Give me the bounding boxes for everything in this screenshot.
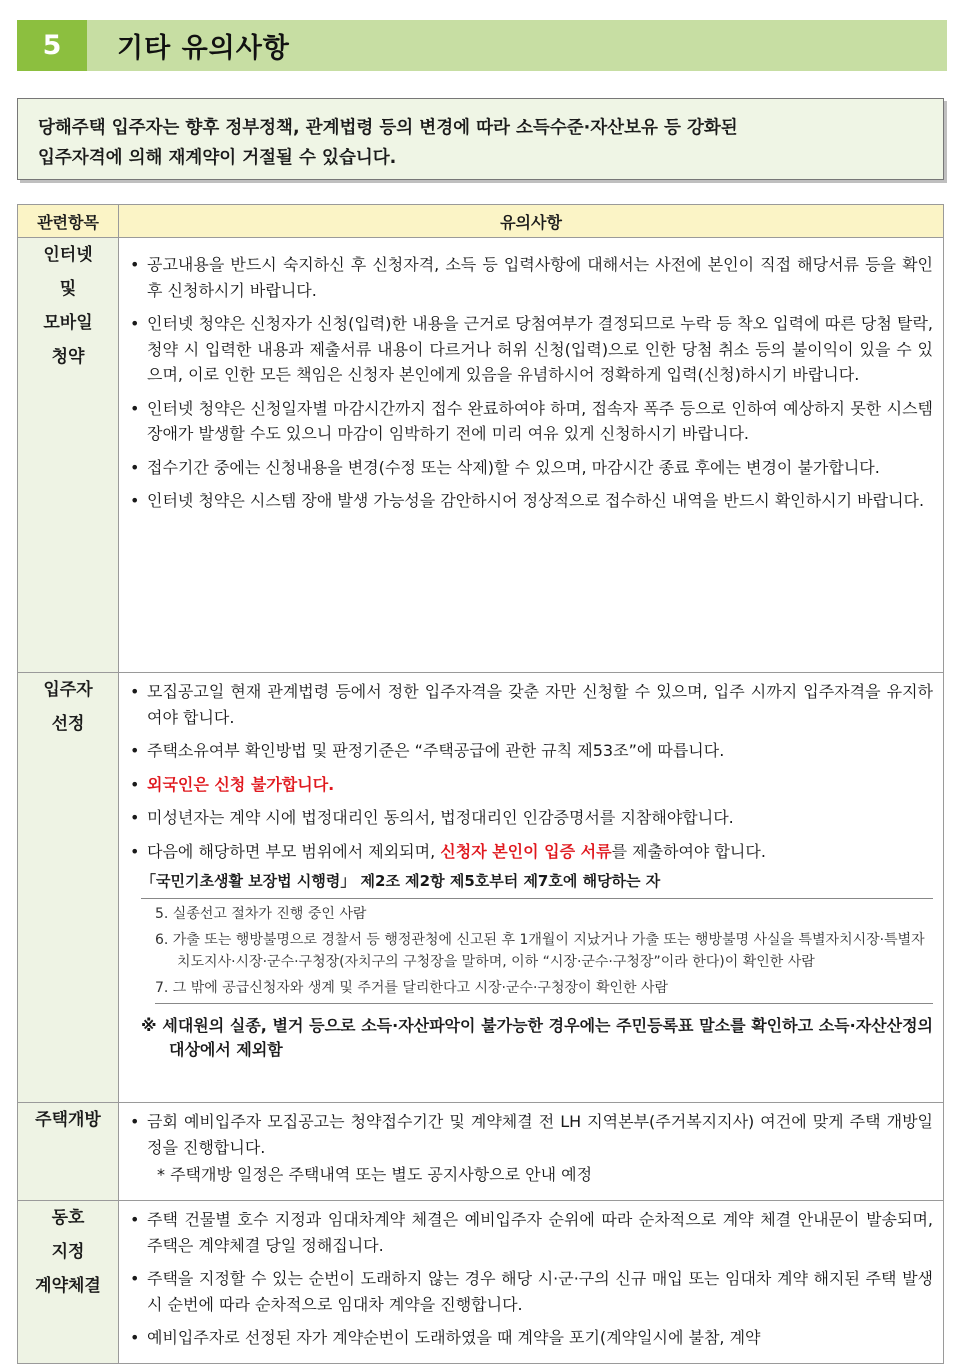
row-content-contract bbox=[119, 1201, 944, 1364]
list-item: • 인터넷 청약은 시스템 장애 발생 가능성을 감안하시어 정상적으로 접수하신 내역을 반드시 확인하시기 바랍니다. bbox=[127, 488, 933, 514]
row-content-opening bbox=[119, 1103, 944, 1201]
section-number: 5 bbox=[17, 20, 87, 71]
list-item: • 금회 예비입주자 모집공고는 청약접수기간 및 계약체결 전 LH 지역본부(주거복지지사) 여건에 맞게 주택 개방일정을 진행합니다. bbox=[127, 1109, 933, 1160]
list-item: • 예비입주자로 선정된 자가 계약순번이 도래하였을 때 계약을 포기(계약일시에 불참, 계약 bbox=[127, 1325, 933, 1351]
list-item: • 주택을 지정할 수 있는 순번이 도래하지 않는 경우 해당 시·군·구의 신규 매입 또는 임대차 계약 해지된 주택 발생 시 순번에 따라 순차적으로 임대차 계약을 진행합니다. bbox=[127, 1266, 933, 1317]
table-row-selection bbox=[18, 673, 944, 1103]
section-title: 기타 유의사항 bbox=[117, 33, 290, 64]
row-content-selection bbox=[119, 673, 944, 1103]
list-item: • 모집공고일 현재 관계법령 등에서 정한 입주자격을 갖춘 자만 신청할 수 있으며, 입주 시까지 입주자격을 유지하여야 합니다. bbox=[127, 679, 933, 730]
row-label-contract: 동호 지정 계약체결 bbox=[18, 1201, 119, 1364]
exclusion-criteria-title: 「국민기초생활 보장법 시행령」 제2조 제2항 제5호부터 제7호에 해당하는 자 bbox=[141, 870, 933, 899]
list-item: • 인터넷 청약은 신청일자별 마감시간까지 접수 완료하여야 하며, 접속자 폭주 등으로 인하여 예상하지 못한 시스템 장애가 발생할 수도 있으니 마감이 임박하기 전에 미리 여유 있게 신청하시기 바랍니다. bbox=[127, 396, 933, 447]
proof-document-highlight: 신청자 본인이 입증 서류 bbox=[440, 841, 612, 861]
row-content-internet bbox=[119, 238, 944, 673]
foreigner-warning: 외국인은 신청 불가합니다. bbox=[147, 774, 335, 794]
list-item bbox=[127, 772, 933, 798]
list-item: 6. 가출 또는 행방불명으로 경찰서 등 행정관청에 신고된 후 1개월이 지났거나 가출 또는 행방불명 사실을 특별자치시장·특별자치도지사·시장·군수·구청장(자치구의 구청장을 말하며, 이하 “시장·군수·구청장”이라 한다)이 확인한 사람 bbox=[155, 932, 925, 970]
precautions-table bbox=[17, 204, 944, 1364]
list-item: • 접수기간 중에는 신청내용을 변경(수정 또는 삭제)할 수 있으며, 마감시간 종료 후에는 변경이 불가합니다. bbox=[127, 455, 933, 481]
table-header-row bbox=[18, 205, 944, 238]
opening-note: * 주택개방 일정은 주택내역 또는 별도 공지사항으로 안내 예정 bbox=[157, 1165, 593, 1184]
header-related-item: 관련항목 bbox=[18, 205, 119, 238]
header-precautions: 유의사항 bbox=[119, 205, 944, 238]
section-header bbox=[17, 20, 947, 71]
list-item: • 인터넷 청약은 신청자가 신청(입력)한 내용을 근거로 당첨여부가 결정되므로 누락 등 착오 입력에 따른 당첨 탈락, 청약 시 입력한 내용과 제출서류 내용이 다르거나 허위 신청(입력)으로 인한 당첨 취소 등의 불이익이 있을 수 있으며, 이로 인한 모든 책임은 신청자 본인에게 있음을 유념하시어 정확하게 입력(신청)하시기 바랍니다. bbox=[127, 311, 933, 388]
list-item: • 공고내용을 반드시 숙지하신 후 신청자격, 소득 등 입력사항에 대해서는 사전에 본인이 직접 해당서류 등을 확인 후 신청하시기 바랍니다. bbox=[127, 252, 933, 303]
notice-box bbox=[17, 98, 944, 180]
row-label-opening: 주택개방 bbox=[18, 1103, 119, 1201]
row-label-internet: 인터넷 및 모바일 청약 bbox=[18, 238, 119, 673]
list-item: 7. 그 밖에 공급신청자와 생계 및 주거를 달리한다고 시장·군수·구청장이 확인한 사람 bbox=[155, 977, 933, 1004]
row-label-selection: 입주자 선정 bbox=[18, 673, 119, 1103]
list-item: • 주택 건물별 호수 지정과 임대차계약 체결은 예비입주자 순위에 따라 순차적으로 계약 체결 안내문이 발송되며, 주택은 계약체결 당일 정해집니다. bbox=[127, 1207, 933, 1258]
list-item: • 다음에 해당하면 부모 범위에서 제외되며, 신청자 본인이 입증 서류를 제출하여야 합니다. bbox=[127, 839, 933, 865]
list-item: • 미성년자는 계약 시에 법정대리인 동의서, 법정대리인 인감증명서를 지참해야합니다. bbox=[127, 805, 933, 831]
table-row-internet bbox=[18, 238, 944, 673]
table-row-contract bbox=[18, 1201, 944, 1364]
table-row-opening bbox=[18, 1103, 944, 1201]
notice-line-2: 입주자격에 의해 재계약이 거절될 수 있습니다. bbox=[38, 148, 397, 168]
list-item: • 주택소유여부 확인방법 및 판정기준은 “주택공급에 관한 규칙 제53조”에 따릅니다. bbox=[127, 738, 933, 764]
list-item: 5. 실종선고 절차가 진행 중인 사람 bbox=[155, 906, 367, 922]
exclusion-criteria-box bbox=[141, 870, 933, 1004]
notice-line-1: 당해주택 입주자는 향후 정부정책, 관계법령 등의 변경에 따라 소득수준·자산보유 등 강화된 bbox=[38, 118, 738, 138]
remark-note: ※ 세대원의 실종, 별거 등으로 소득·자산파악이 불가능한 경우에는 주민등록표 말소를 확인하고 소득·자산산정의 대상에서 제외함 bbox=[141, 1016, 933, 1059]
